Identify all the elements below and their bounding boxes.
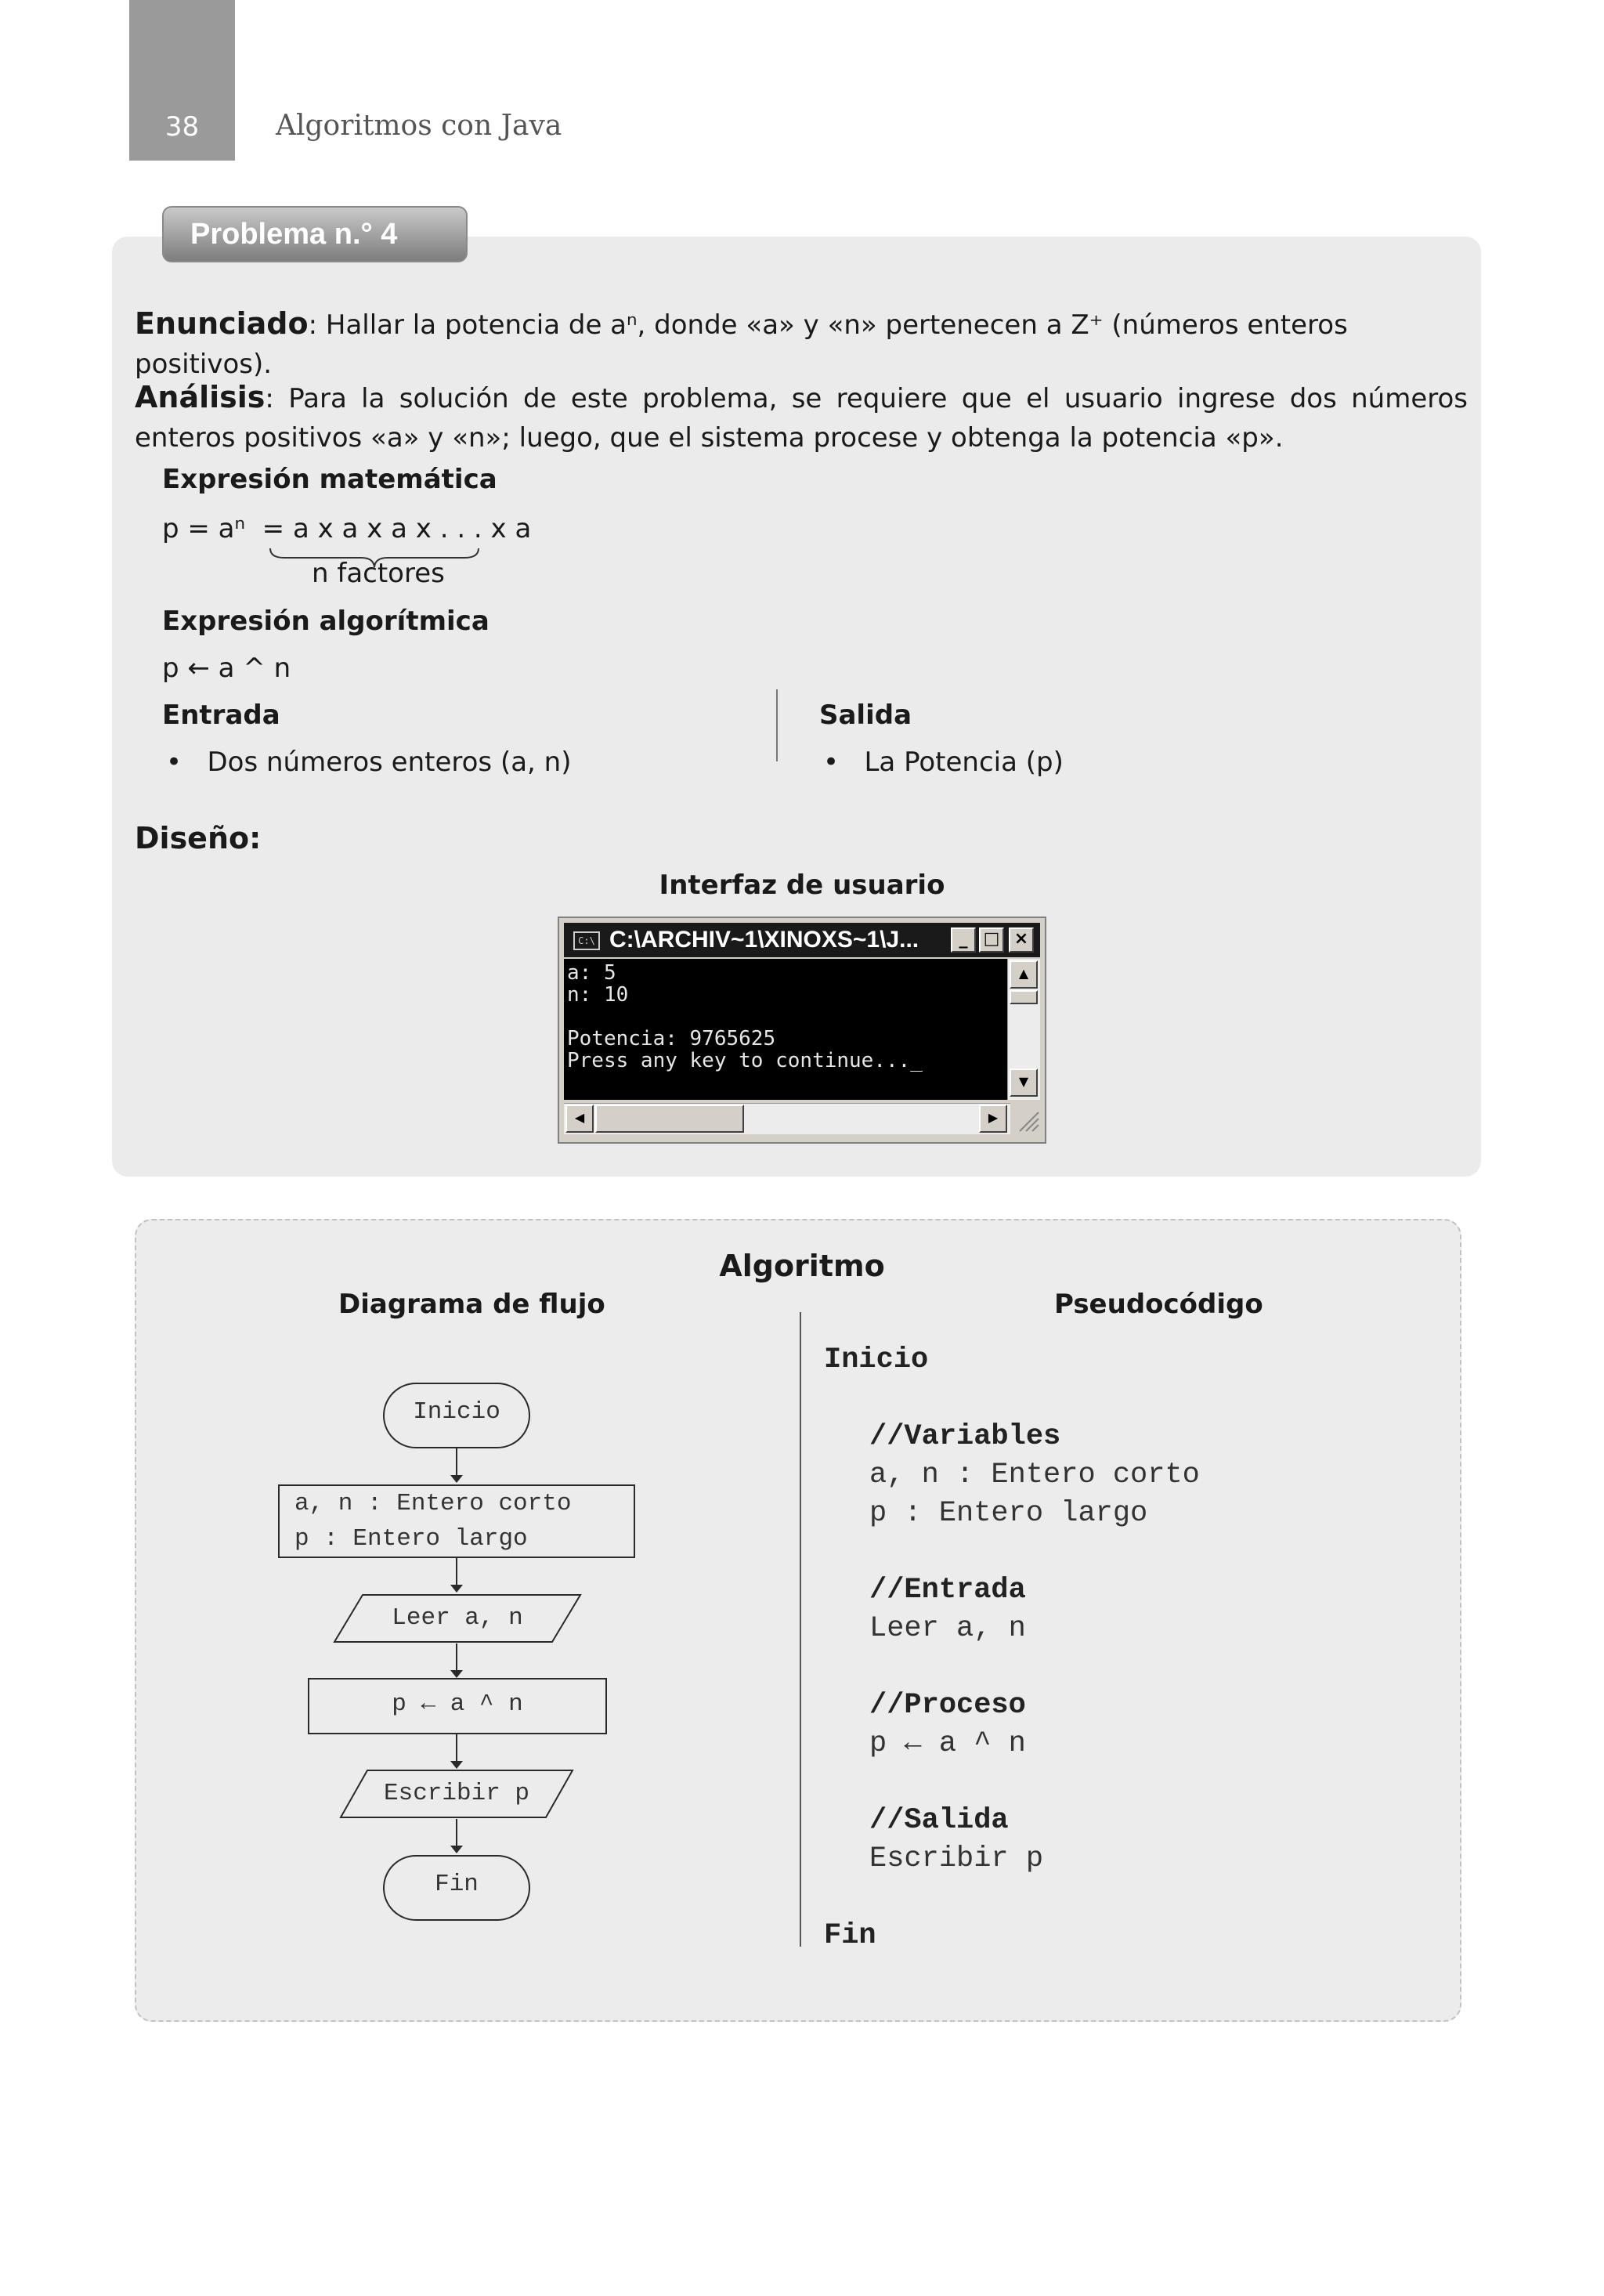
console-titlebar[interactable] xyxy=(564,923,1040,957)
flowchart-arrow-icon xyxy=(450,1475,463,1483)
pseudocode-start: Inicio xyxy=(824,1343,929,1376)
math-expression-note: n factores xyxy=(312,558,445,589)
pseudocode-line: Leer a, n xyxy=(869,1612,1026,1645)
flowchart-end-text: Fin xyxy=(435,1871,479,1898)
pseudocode-end: Fin xyxy=(824,1919,876,1952)
running-title: Algoritmos con Java xyxy=(276,110,562,142)
flowchart-heading: Diagrama de flujo xyxy=(338,1289,605,1320)
flowchart-process-text: p ← a ^ n xyxy=(392,1690,523,1718)
algorithmic-expression-heading: Expresión algorítmica xyxy=(162,606,490,637)
pseudocode-line: p ← a ^ n xyxy=(869,1727,1026,1760)
flowchart-arrow-icon xyxy=(450,1846,463,1853)
analisis-label: Análisis xyxy=(135,380,266,414)
vertical-scrollbar[interactable] xyxy=(1007,959,1040,1100)
output-list-item: • La Potencia (p) xyxy=(823,747,1064,778)
flowchart-connector xyxy=(456,1734,457,1761)
bullet-icon: • xyxy=(823,747,865,778)
console-line: Press any key to continue..._ xyxy=(567,1049,923,1072)
console-line: Potencia: 9765625 xyxy=(567,1027,776,1050)
math-expression-heading: Expresión matemática xyxy=(162,464,497,495)
pseudocode-block xyxy=(824,1341,1200,1955)
input-output-divider xyxy=(776,689,778,761)
pseudocode-line: a, n : Entero corto xyxy=(869,1459,1200,1491)
horizontal-scrollbar[interactable] xyxy=(564,1103,1010,1134)
page-number: 38 xyxy=(164,111,200,143)
output-heading: Salida xyxy=(819,700,912,731)
flowchart-connector xyxy=(456,1819,457,1846)
bullet-icon: • xyxy=(166,747,208,778)
pseudocode-comment-process: //Proceso xyxy=(869,1689,1026,1722)
flowchart-arrow-icon xyxy=(450,1670,463,1678)
flowchart-start-text: Inicio xyxy=(413,1398,500,1426)
analisis-text: : Para la solución de este problema, se requiere que el usuario ingrese dos números enteros positivos «a» y «n»; luego, que el sistema procese y obtenga la potencia «p». xyxy=(135,383,1468,454)
enunciado-text: : Hallar la potencia de aⁿ, donde «a» y «n» pertenecen a Z⁺ (números enteros positivos). xyxy=(135,309,1348,380)
problem-label-text: Problema n.° 4 xyxy=(190,218,398,251)
input-list-item: • Dos números enteros (a, n) xyxy=(166,747,572,778)
close-icon[interactable]: × xyxy=(1009,927,1034,953)
design-heading: Diseño: xyxy=(135,821,262,855)
pseudocode-line: Escribir p xyxy=(869,1842,1044,1875)
analisis-paragraph xyxy=(135,378,1468,457)
console-title: C:\ARCHIV~1\XINOXS~1\J... xyxy=(609,927,919,953)
pseudocode-line: p : Entero largo xyxy=(869,1497,1148,1530)
math-expression xyxy=(162,513,531,544)
scroll-right-icon[interactable]: ▶ xyxy=(979,1105,1007,1133)
console-line: n: 10 xyxy=(567,983,629,1007)
enunciado-paragraph xyxy=(135,304,1466,384)
user-interface-heading: Interfaz de usuario xyxy=(659,870,945,901)
pseudocode-comment-output: //Salida xyxy=(869,1804,1009,1837)
flowchart-connector xyxy=(456,1643,457,1670)
algorithmic-expression: p ← a ^ n xyxy=(162,653,291,684)
enunciado-label: Enunciado xyxy=(135,306,309,341)
flowchart-connector xyxy=(456,1558,457,1585)
flowchart-declaration-line-1: a, n : Entero corto xyxy=(294,1490,572,1517)
scroll-thumb[interactable] xyxy=(595,1105,744,1133)
flowchart-arrow-icon xyxy=(450,1585,463,1593)
scroll-down-icon[interactable]: ▼ xyxy=(1010,1068,1038,1097)
console-line: a: 5 xyxy=(567,961,616,985)
problem-label xyxy=(162,206,468,262)
pseudocode-heading: Pseudocódigo xyxy=(1054,1289,1263,1320)
maximize-icon[interactable]: □ xyxy=(979,927,1004,953)
pseudocode-comment-variables: //Variables xyxy=(869,1420,1061,1453)
flowchart-arrow-icon xyxy=(450,1761,463,1769)
scroll-thumb[interactable] xyxy=(1010,990,1038,1004)
scroll-left-icon[interactable]: ◀ xyxy=(565,1105,594,1133)
math-expression-lhs: p = aⁿ = xyxy=(162,513,293,544)
console-line xyxy=(567,1006,1004,1028)
pseudocode-comment-input: //Entrada xyxy=(869,1574,1026,1607)
math-expression-rhs: a x a x a x . . . x a xyxy=(292,513,532,544)
console-window xyxy=(558,917,1046,1144)
algorithm-divider xyxy=(800,1312,801,1947)
console-app-icon: C:\ xyxy=(573,931,600,950)
algorithm-heading: Algoritmo xyxy=(719,1249,885,1283)
flowchart-connector xyxy=(456,1448,457,1475)
flowchart-input-text: Leer a, n xyxy=(392,1604,523,1632)
flowchart-output-text: Escribir p xyxy=(383,1780,530,1807)
flowchart-declaration-line-2: p : Entero largo xyxy=(294,1525,528,1553)
minimize-icon[interactable]: _ xyxy=(951,927,976,953)
console-output xyxy=(564,959,1007,1100)
input-heading: Entrada xyxy=(162,700,280,731)
resize-grip-icon[interactable] xyxy=(1012,1103,1042,1134)
scroll-up-icon[interactable]: ▲ xyxy=(1010,960,1038,989)
